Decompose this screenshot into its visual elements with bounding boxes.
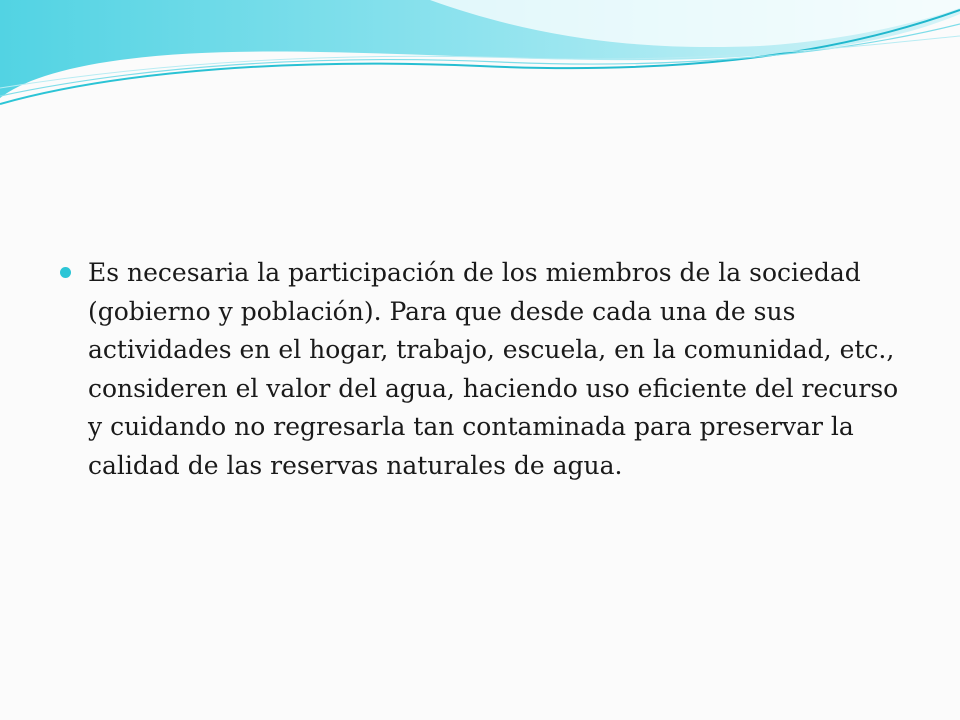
- header-wave-decoration: [0, 0, 960, 130]
- slide-body: [60, 254, 920, 485]
- bullet-dot-icon: [60, 267, 71, 278]
- bullet-item: [60, 254, 920, 485]
- bullet-text: Es necesaria la participación de los miembros de la sociedad (gobierno y población). Para que desde cada una de sus actividades en el hogar, trabajo, escuela, en la comunidad, etc., consideren el valor del agua, haciendo uso eficiente del recurso y cuidando no regresarla tan contaminada para preservar la calidad de las reservas naturales de agua.: [88, 258, 899, 480]
